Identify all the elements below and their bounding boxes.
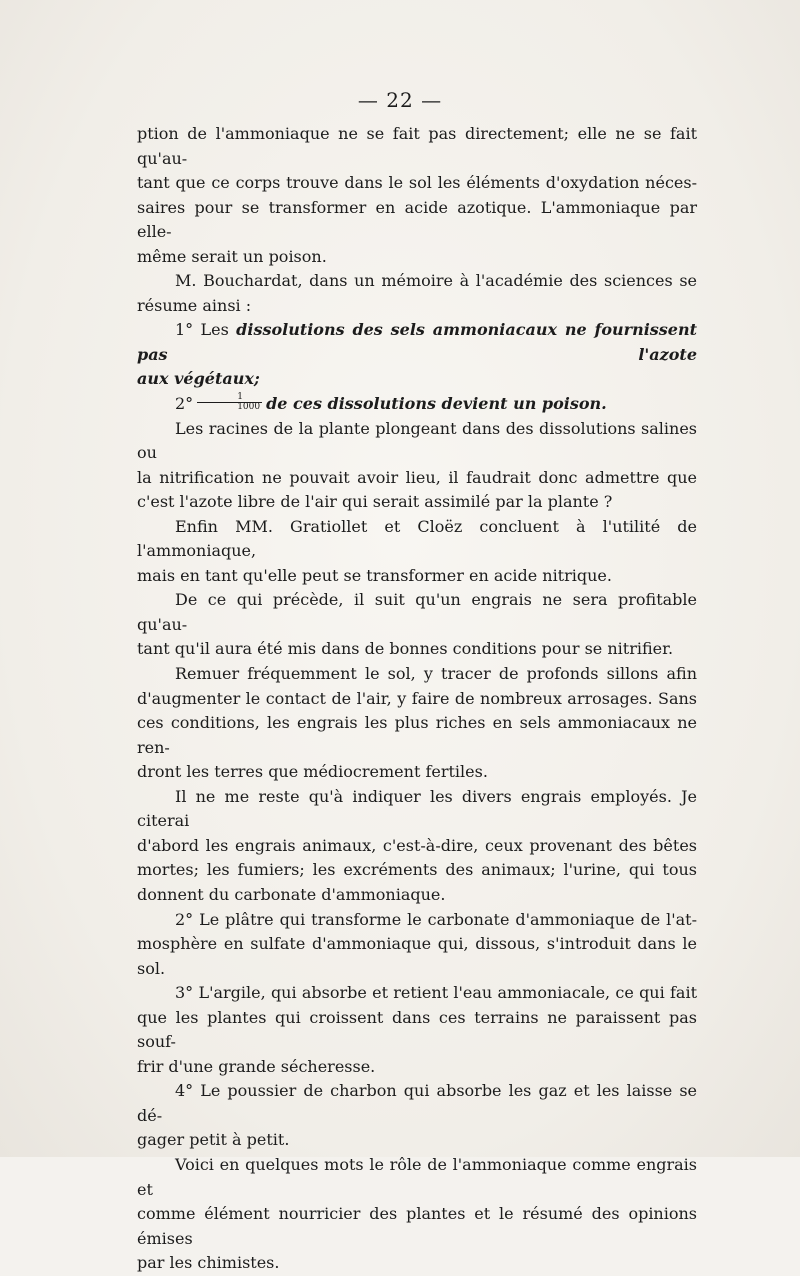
text-line: d'abord les engrais animaux, c'est-à-dire, ceux provenant des bêtes bbox=[137, 835, 697, 855]
text-line: Les racines de la plante plongeant dans des dissolutions salines ou bbox=[137, 418, 697, 463]
text-line: M. Bouchardat, dans un mémoire à l'académie des sciences se bbox=[175, 271, 697, 291]
italic-statement-1: dissolutions des sels ammoniacaux ne fournissent pas l'azote bbox=[137, 320, 697, 364]
list-marker-2: 2° bbox=[175, 394, 194, 414]
text-line: Enfin MM. Gratiollet et Cloëz concluent à l'utilité de l'ammoniaque, bbox=[137, 516, 697, 561]
text-line: la nitrification ne pouvait avoir lieu, il faudrait donc admettre que bbox=[137, 467, 697, 487]
text-line: mortes; les fumiers; les excréments des animaux; l'urine, qui tous bbox=[137, 860, 697, 880]
text-line: c'est l'azote libre de l'air qui serait assimilé par la plante ? bbox=[137, 492, 613, 512]
text-line bbox=[137, 392, 697, 417]
fraction-numerator: 1 bbox=[197, 393, 262, 403]
text-line: tant que ce corps trouve dans le sol les éléments d'oxydation néces- bbox=[137, 173, 697, 193]
text-line: Il ne me reste qu'à indiquer les divers engrais employés. Je citerai bbox=[137, 786, 697, 831]
text-line: dront les terres que médiocrement fertiles. bbox=[137, 762, 488, 782]
text-line: frir d'une grande sécheresse. bbox=[137, 1056, 376, 1076]
text-line bbox=[137, 318, 697, 367]
text-line: Voici en quelques mots le rôle de l'ammoniaque comme engrais et bbox=[137, 1154, 697, 1199]
text-line bbox=[137, 367, 697, 392]
text-line: par les chimistes. bbox=[137, 1253, 280, 1273]
text-line: Remuer fréquemment le sol, y tracer de profonds sillons afin bbox=[175, 664, 697, 684]
text-line: 3° L'argile, qui absorbe et retient l'eau ammoniacale, ce qui fait bbox=[175, 983, 697, 1003]
text-line: que les plantes qui croissent dans ces terrains ne paraissent pas souf- bbox=[137, 1007, 697, 1052]
text-line: comme élément nourricier des plantes et le résumé des opinions émises bbox=[137, 1204, 697, 1248]
italic-statement-2: de ces dissolutions devient un poison. bbox=[266, 394, 607, 414]
text-line: d'augmenter le contact de l'air, y faire de nombreux arrosages. Sans bbox=[137, 688, 697, 708]
text-line: 2° Le plâtre qui transforme le carbonate d'ammoniaque de l'at- bbox=[175, 909, 697, 929]
text-line: ption de l'ammoniaque ne se fait pas directement; elle ne se fait qu'au- bbox=[137, 124, 697, 168]
page-number: — 22 — bbox=[357, 88, 443, 112]
text-line: gager petit à petit. bbox=[137, 1130, 290, 1150]
text-line: De ce qui précède, il suit qu'un engrais ne sera profitable qu'au- bbox=[137, 590, 697, 634]
text-line: ces conditions, les engrais les plus riches en sels ammoniacaux ne ren- bbox=[137, 713, 697, 757]
text-line: résume ainsi : bbox=[137, 295, 252, 315]
fraction-denominator: 1000 bbox=[237, 402, 261, 413]
text-line: mosphère en sulfate d'ammoniaque qui, dissous, s'introduit dans le sol. bbox=[137, 934, 697, 978]
text-line: tant qu'il aura été mis dans de bonnes conditions pour se nitrifier. bbox=[137, 639, 674, 659]
text-line: 4° Le poussier de charbon qui absorbe les gaz et les laisse se dé- bbox=[137, 1081, 697, 1125]
italic-statement-1-end: aux végétaux; bbox=[137, 369, 260, 389]
body-text bbox=[137, 122, 697, 1276]
text-line: saires pour se transformer en acide azotique. L'ammoniaque par elle- bbox=[137, 197, 697, 242]
text-line: mais en tant qu'elle peut se transformer en acide nitrique. bbox=[137, 565, 612, 585]
text-line: donnent du carbonate d'ammoniaque. bbox=[137, 884, 446, 904]
list-marker-1: 1° Les bbox=[175, 320, 229, 340]
fraction bbox=[197, 393, 262, 412]
text-line: même serait un poison. bbox=[137, 246, 327, 266]
